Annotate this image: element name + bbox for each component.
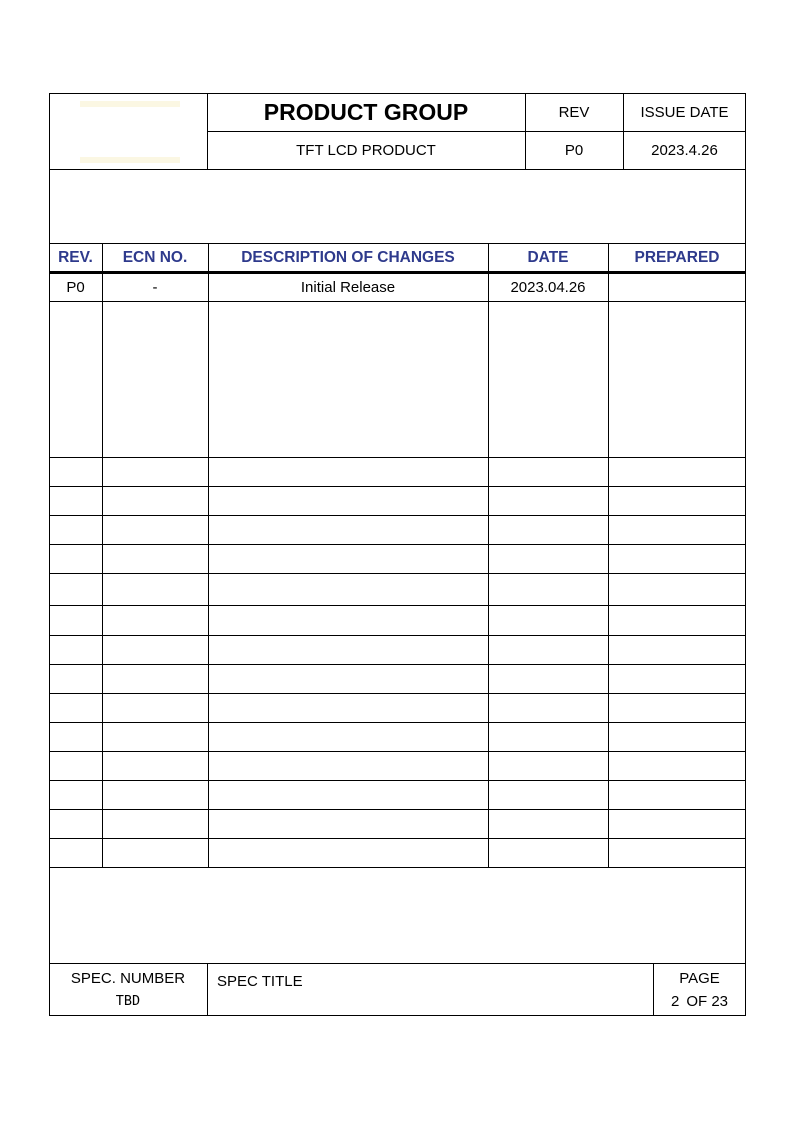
page-current: 2	[670, 992, 680, 1010]
footer-top-line	[49, 963, 746, 964]
issue-date-label: ISSUE DATE	[640, 104, 729, 121]
page-count	[653, 990, 746, 1012]
table-row-line	[49, 780, 746, 781]
table-row-line	[49, 722, 746, 723]
table-row-line	[49, 838, 746, 839]
spec-number-label: SPEC. NUMBER	[70, 969, 186, 987]
table-column-line	[102, 243, 103, 867]
row-date: 2023.04.26	[510, 279, 586, 296]
row-rev: P0	[66, 279, 85, 296]
table-row-line	[49, 457, 746, 458]
document-frame	[49, 93, 746, 1016]
spec-title-label: SPEC TITLE	[217, 972, 303, 990]
table-column-line	[608, 243, 609, 867]
table-column-line	[208, 243, 209, 867]
product-name: TFT LCD PRODUCT	[296, 142, 436, 159]
row-prepared	[608, 274, 746, 301]
column-header-ecn: ECN NO.	[122, 248, 188, 266]
column-header-date: DATE	[527, 248, 569, 266]
table-row-line	[49, 605, 746, 606]
table-row-line	[49, 751, 746, 752]
table-row-line	[49, 301, 746, 302]
table-row-line	[49, 867, 746, 868]
row-ecn: -	[152, 279, 158, 296]
logo-mark-top	[80, 101, 180, 107]
rev-label: REV	[558, 104, 590, 121]
table-row-line	[49, 544, 746, 545]
row-description: Initial Release	[300, 279, 396, 296]
header-bottom-line	[49, 169, 746, 170]
page-total: OF 23	[686, 992, 729, 1010]
logo-mark-bottom	[80, 157, 180, 163]
table-column-line	[488, 243, 489, 867]
table-row-line	[49, 515, 746, 516]
column-header-rev: REV.	[58, 248, 93, 266]
column-header-prepared: PREPARED	[634, 248, 720, 266]
issue-date-value: 2023.4.26	[651, 142, 718, 159]
table-row-line	[49, 635, 746, 636]
table-row-line	[49, 809, 746, 810]
page-title: PRODUCT GROUP	[263, 99, 469, 125]
column-header-description: DESCRIPTION OF CHANGES	[241, 248, 455, 266]
page-label: PAGE	[679, 969, 720, 987]
table-row-line	[49, 693, 746, 694]
table-row-line	[49, 664, 746, 665]
rev-value: P0	[564, 142, 584, 159]
footer-divider-left	[207, 963, 208, 1016]
spec-number-value: TBD	[115, 993, 141, 1009]
table-row-line	[49, 573, 746, 574]
table-row-line	[49, 486, 746, 487]
